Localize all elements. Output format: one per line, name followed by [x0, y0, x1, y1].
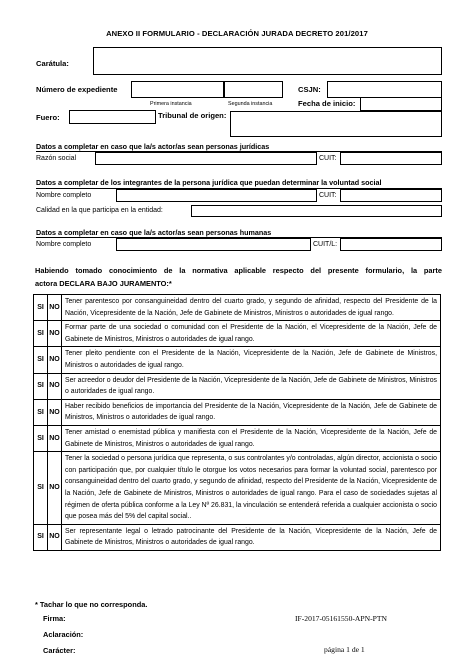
expediente-label: Número de expediente — [36, 85, 118, 94]
si-option[interactable]: SI — [34, 295, 48, 321]
firma-label: Firma: — [43, 614, 66, 623]
document-id: IF-2017-05161550-APN-PTN — [295, 614, 387, 623]
integrantes-cuit-label: CUIT: — [319, 192, 337, 199]
si-option[interactable]: SI — [34, 321, 48, 347]
no-option[interactable]: NO — [48, 399, 62, 425]
no-option[interactable]: NO — [48, 347, 62, 373]
juridicas-heading: Datos a completar en caso que la/s actor/as sean personas jurídicas — [36, 142, 270, 151]
expediente-segunda-field[interactable] — [224, 81, 283, 98]
declaration-row — [34, 399, 441, 425]
declaration-line-2: actora DECLARA BAJO JURAMENTO:* — [35, 278, 172, 288]
humanas-nombre-field[interactable] — [116, 238, 311, 251]
si-option[interactable]: SI — [34, 425, 48, 451]
csjn-field[interactable] — [327, 81, 442, 98]
no-option[interactable]: NO — [48, 452, 62, 525]
razon-social-label: Razón social — [36, 155, 77, 162]
si-option[interactable]: SI — [34, 347, 48, 373]
declaration-statement: Formar parte de una sociedad o comunidad con el Presidente de la Nación, el Vicepresidente de la Nación, Jefe de Gabinete de Ministros, Ministros o autoridades de igual rango. — [62, 321, 441, 347]
no-option[interactable]: NO — [48, 524, 62, 550]
fuero-field[interactable] — [69, 110, 156, 124]
declaration-statement: Ser representante legal o letrado patrocinante del Presidente de la Nación, Vicepresidente de la Nación, Jefe de Gabinete de Ministros, Ministros o autoridades de igual rango. — [62, 524, 441, 550]
footnote: * Tachar lo que no corresponda. — [35, 600, 148, 609]
declaration-statement: Tener la sociedad o persona jurídica que representa, o sus controlantes y/o controladas, algún director, accionista o socio con participación que, por cualquier título le otorgue los votos necesarios para formar la voluntad social, parentesco por consanguineidad dentro del cuarto grado, y segundo de afinidad, respecto del Presidente de la Nación, Vicepresidente de la Nación, Jefe de Gabinete de Ministros, Ministros o autoridades de igual rango. Para el caso de sociedades sujetas al régimen de oferta pública conforme a la Ley Nº 26.831, la vinculación se entenderá referida a cualquier accionista o socio que posea más del 5% del capital social.. — [62, 452, 441, 525]
integrantes-nombre-label: Nombre completo — [36, 192, 92, 199]
form-title: ANEXO II FORMULARIO - DECLARACIÓN JURADA DECRETO 201/2017 — [106, 29, 368, 38]
aclaracion-label: Aclaración: — [43, 630, 84, 639]
caracter-label: Carácter: — [43, 646, 76, 655]
declaration-row — [34, 347, 441, 373]
integrantes-nombre-field[interactable] — [116, 189, 317, 202]
declaration-row — [34, 295, 441, 321]
csjn-label: CSJN: — [298, 85, 321, 94]
declaration-table — [33, 294, 441, 551]
fuero-label: Fuero: — [36, 113, 60, 122]
humanas-cuit-field[interactable] — [340, 238, 442, 251]
tribunal-field[interactable] — [230, 111, 442, 137]
si-option[interactable]: SI — [34, 373, 48, 399]
declaration-row — [34, 373, 441, 399]
declaration-row — [34, 452, 441, 525]
si-option[interactable]: SI — [34, 452, 48, 525]
declaration-statement: Tener pleito pendiente con el Presidente de la Nación, Vicepresidente de la Nación, Jefe de Gabinete de Ministros, Ministros o autoridades de igual rango. — [62, 347, 441, 373]
declaration-line-1: Habiendo tomado conocimiento de la normativa aplicable respecto del presente formulario, la parte — [35, 266, 442, 275]
no-option[interactable]: NO — [48, 425, 62, 451]
declaration-table-body — [34, 295, 441, 551]
page-number: página 1 de 1 — [324, 645, 365, 654]
humanas-heading: Datos a completar en caso que la/s actor/as sean personas humanas — [36, 228, 272, 237]
humanas-cuit-label: CUIT/L: — [313, 241, 338, 248]
calidad-field[interactable] — [191, 205, 442, 217]
juridicas-cuit-field[interactable] — [340, 152, 442, 165]
declaration-row — [34, 425, 441, 451]
fecha-inicio-label: Fecha de inicio: — [298, 99, 356, 108]
caratula-label: Carátula: — [36, 59, 69, 68]
segunda-instancia-label: Segunda instancia — [228, 101, 273, 107]
no-option[interactable]: NO — [48, 295, 62, 321]
declaration-statement: Tener amistad o enemistad pública y manifiesta con el Presidente de la Nación, Vicepresidente de la Nación, Jefe de Gabinete de Ministros, Ministros o autoridades de igual rango. — [62, 425, 441, 451]
no-option[interactable]: NO — [48, 373, 62, 399]
tribunal-label: Tribunal de origen: — [158, 111, 227, 120]
integrantes-heading: Datos a completar de los integrantes de la persona jurídica que puedan determinar la voluntad social — [36, 178, 382, 187]
juridicas-cuit-label: CUIT: — [319, 155, 337, 162]
caratula-field[interactable] — [93, 47, 442, 75]
si-option[interactable]: SI — [34, 399, 48, 425]
declaration-row — [34, 321, 441, 347]
fecha-inicio-field[interactable] — [360, 97, 442, 111]
declaration-statement: Tener parentesco por consanguineidad dentro del cuarto grado, y segundo de afinidad, respecto del Presidente de la Nación, Vicepresidente de la Nación, Jefe de Gabinete de Ministros, Ministros o autoridades de igual rango. — [62, 295, 441, 321]
declaration-statement: Haber recibido beneficios de importancia del Presidente de la Nación, Vicepresidente de la Nación, Jefe de Gabinete de Ministros, Ministros o autoridades de igual rango. — [62, 399, 441, 425]
calidad-label: Calidad en la que participa en la entidad: — [36, 207, 163, 214]
humanas-nombre-label: Nombre completo — [36, 241, 92, 248]
integrantes-cuit-field[interactable] — [340, 189, 442, 202]
declaration-row — [34, 524, 441, 550]
declaration-paragraph — [35, 265, 442, 290]
declaration-statement: Ser acreedor o deudor del Presidente de la Nación, Vicepresidente de la Nación, Jefe de Gabinete de Ministros, Ministros o autoridades de igual rango. — [62, 373, 441, 399]
razon-social-field[interactable] — [95, 152, 317, 165]
primera-instancia-label: Primera instancia — [150, 101, 192, 107]
expediente-primera-field[interactable] — [131, 81, 224, 98]
no-option[interactable]: NO — [48, 321, 62, 347]
si-option[interactable]: SI — [34, 524, 48, 550]
